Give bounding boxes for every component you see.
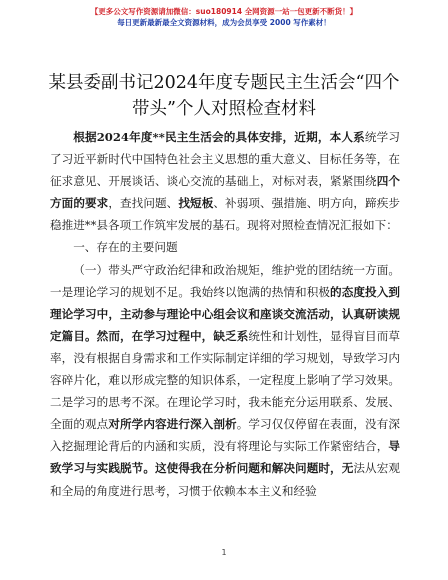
page-number: 1: [221, 548, 227, 557]
promo-line-red: 【更多公文写作资源请加微信：suo180914 全网资源一站一包更新不断货！】: [90, 7, 358, 16]
section-heading-problems: 一、存在的主要问题: [73, 240, 178, 255]
para1-bold-1: 的态度投入到理论学习中，主动参与理论中心组会议和座谈交流活动，认真研读规定篇目。然而，在学习过程中，缺乏系: [50, 284, 400, 343]
para1-bold-2: 对所学内容进行深入剖析: [108, 417, 237, 432]
para1-bold-3: 导致学习与实践脱节。这使得我在分析问题和解决问题时，无: [50, 439, 400, 476]
intro-text-1: 统学习了习近平新时代中国特色社会主义思想的重大意义、目标任务等，在征求意见、开展谈话、谈心交流的基础上，对标对表，紧紧围绕: [50, 130, 400, 189]
promo-line-blue: 每日更新最新最全文资源材料，成为会员享受 2000 写作素材！: [117, 18, 331, 27]
para1-text-3: 。学习仅仅停留在表面，没有深入挖掘理论背后的内涵和实质，没有将理论与实际工作紧密结合，: [50, 417, 400, 454]
intro-text-3: 、补弱项、强措施、明方向，蹄疾步稳推进**县各项工作筑牢发展的基石。现将对照检查情况汇报如下：: [50, 196, 400, 233]
intro-bold-2: 四个方面的要求: [50, 174, 400, 211]
intro-bold-1: 根据2024年度**民主生活会的具体安排，近期，本人系: [73, 130, 365, 144]
para1-text-2: 统性和计划性，显得盲目而草率，没有根据自身需求和工作实际制定详细的学习规划，导致学习内容碎片化，难以形成完整的知识体系，一定程度上影响了学习效果。二是学习的思考不深。在理论学习时，我未能充分运用联系、发展、全面的观点: [50, 328, 400, 432]
para1-text-1: （一）带头严守政治纪律和政治规矩，维护党的团结统一方面。一是理论学习的规划不足。我始终以饱满的热情和积极: [50, 262, 400, 299]
para1-text-4: 法从宏观和全局的角度进行思考，习惯于依赖本本主义和经验: [50, 461, 400, 498]
document-body: [50, 126, 400, 502]
intro-bold-3: 找短板: [178, 196, 214, 211]
promo-banner: [0, 6, 448, 28]
intro-paragraph: [50, 126, 400, 236]
problem-paragraph-1: [50, 259, 400, 502]
intro-text-2: ，查找问题、: [108, 196, 179, 211]
document-title: 某县委副书记2024年度专题民主生活会“四个带头”个人对照检查材料: [48, 73, 400, 119]
